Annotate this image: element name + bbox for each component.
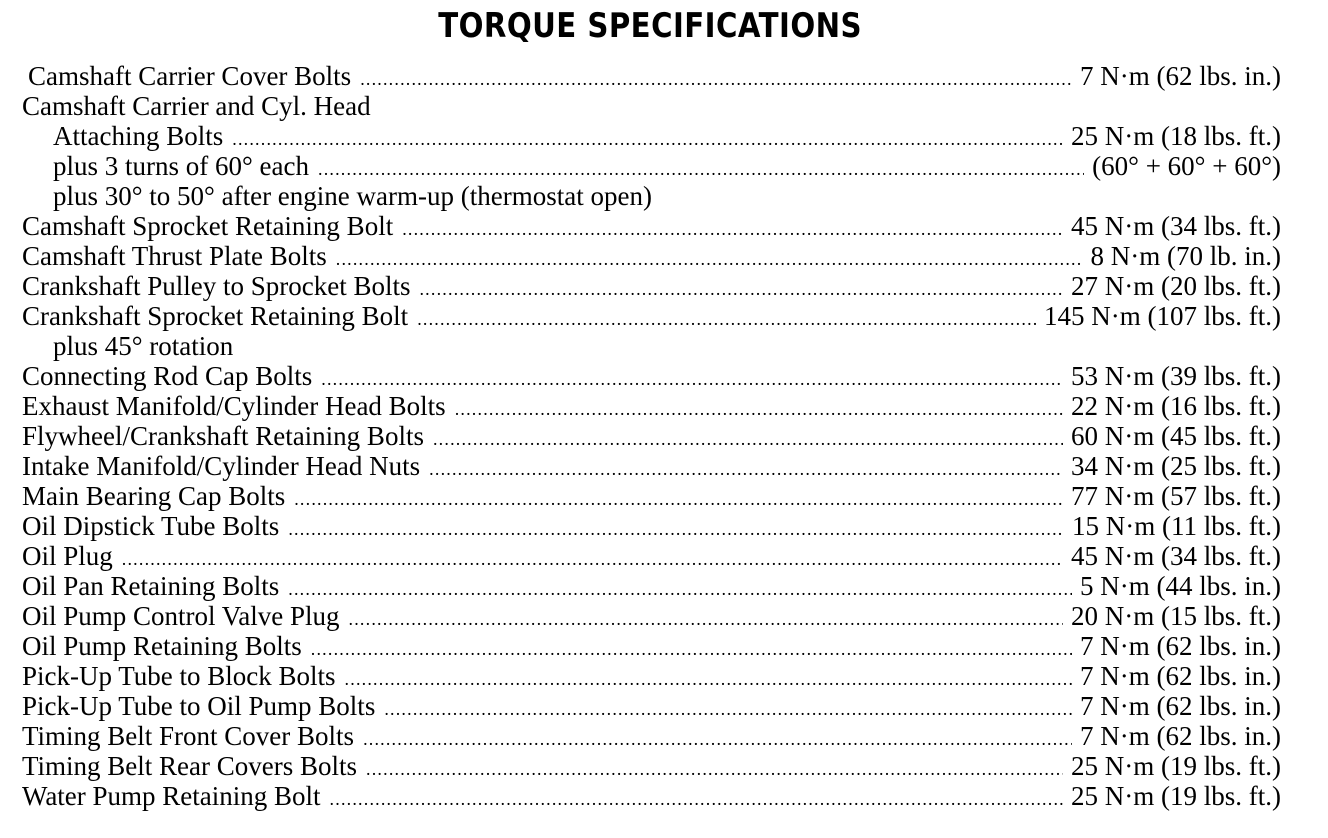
spec-label: Attaching Bolts <box>53 121 224 151</box>
dot-leader <box>288 514 1064 544</box>
spec-value: 20 N·m (15 lbs. ft.) <box>1071 601 1281 631</box>
spec-row <box>22 391 1281 421</box>
spec-row <box>22 421 1281 451</box>
spec-row <box>22 121 1281 151</box>
spec-label: Oil Pump Control Valve Plug <box>22 601 340 631</box>
spec-row <box>22 301 1281 331</box>
spec-label: Pick-Up Tube to Oil Pump Bolts <box>22 691 376 721</box>
spec-row <box>22 511 1281 541</box>
spec-value: 15 N·m (11 lbs. ft.) <box>1072 511 1281 541</box>
spec-value: 53 N·m (39 lbs. ft.) <box>1071 361 1281 391</box>
spec-row <box>22 331 1281 361</box>
dot-leader <box>336 244 1083 274</box>
spec-value: 45 N·m (34 lbs. ft.) <box>1071 541 1281 571</box>
spec-value: 7 N·m (62 lbs. in.) <box>1080 631 1281 661</box>
dot-leader <box>349 604 1063 634</box>
spec-label: Pick-Up Tube to Block Bolts <box>22 661 336 691</box>
spec-label: Camshaft Sprocket Retaining Bolt <box>22 211 394 241</box>
spec-label: Intake Manifold/Cylinder Head Nuts <box>22 451 421 481</box>
spec-row <box>22 751 1281 781</box>
spec-value: 60 N·m (45 lbs. ft.) <box>1071 421 1281 451</box>
spec-row <box>22 211 1281 241</box>
spec-note: plus 30° to 50° after engine warm-up (thermostat open) <box>53 181 652 211</box>
spec-row <box>22 181 1281 211</box>
dot-leader <box>363 724 1072 754</box>
spec-value: 7 N·m (62 lbs. in.) <box>1080 661 1281 691</box>
dot-leader <box>429 454 1063 484</box>
spec-value: (60° + 60° + 60°) <box>1092 151 1281 181</box>
page-title: TORQUE SPECIFICATIONS <box>438 6 863 46</box>
spec-row <box>22 541 1281 571</box>
spec-value: 7 N·m (62 lbs. in.) <box>1080 61 1281 91</box>
spec-value: 25 N·m (19 lbs. ft.) <box>1071 751 1281 781</box>
spec-table <box>22 61 1281 811</box>
spec-label: Crankshaft Sprocket Retaining Bolt <box>22 301 409 331</box>
spec-label: Camshaft Carrier and Cyl. Head <box>22 91 371 121</box>
dot-leader <box>311 634 1072 664</box>
spec-label: Flywheel/Crankshaft Retaining Bolts <box>22 421 424 451</box>
dot-leader <box>288 574 1072 604</box>
spec-label: Exhaust Manifold/Cylinder Head Bolts <box>22 391 446 421</box>
dot-leader <box>330 784 1063 814</box>
spec-row <box>22 721 1281 751</box>
dot-leader <box>318 154 1084 184</box>
dot-leader <box>345 664 1072 694</box>
spec-value: 25 N·m (18 lbs. ft.) <box>1071 121 1281 151</box>
spec-row <box>22 451 1281 481</box>
spec-label: Camshaft Thrust Plate Bolts <box>22 241 327 271</box>
spec-label: Oil Pump Retaining Bolts <box>22 631 302 661</box>
spec-label: Connecting Rod Cap Bolts <box>22 361 313 391</box>
dot-leader <box>321 364 1063 394</box>
spec-row <box>22 631 1281 661</box>
spec-label: Crankshaft Pulley to Sprocket Bolts <box>22 271 411 301</box>
spec-value: 34 N·m (25 lbs. ft.) <box>1071 451 1281 481</box>
spec-label: Oil Plug <box>22 541 113 571</box>
spec-value: 8 N·m (70 lb. in.) <box>1090 241 1281 271</box>
spec-row <box>22 481 1281 511</box>
spec-value: 5 N·m (44 lbs. in.) <box>1080 571 1281 601</box>
spec-row <box>22 361 1281 391</box>
spec-label: Timing Belt Rear Covers Bolts <box>22 751 358 781</box>
spec-row <box>22 91 1281 121</box>
spec-label: plus 3 turns of 60° each <box>53 151 309 181</box>
dot-leader <box>419 274 1063 304</box>
spec-row <box>22 151 1281 181</box>
spec-label: Water Pump Retaining Bolt <box>22 781 321 811</box>
spec-label: Timing Belt Front Cover Bolts <box>22 721 355 751</box>
spec-label: Camshaft Carrier Cover Bolts <box>28 61 352 91</box>
spec-note: plus 45° rotation <box>53 331 234 361</box>
spec-row <box>22 601 1281 631</box>
spec-value: 145 N·m (107 lbs. ft.) <box>1044 301 1281 331</box>
dot-leader <box>366 754 1063 784</box>
dot-leader <box>384 694 1072 724</box>
spec-value: 45 N·m (34 lbs. ft.) <box>1071 211 1281 241</box>
dot-leader <box>360 64 1072 94</box>
spec-row <box>22 691 1281 721</box>
spec-label: Main Bearing Cap Bolts <box>22 481 286 511</box>
dot-leader <box>417 304 1036 334</box>
spec-value: 7 N·m (62 lbs. in.) <box>1080 721 1281 751</box>
spec-value: 27 N·m (20 lbs. ft.) <box>1071 271 1281 301</box>
spec-value: 77 N·m (57 lbs. ft.) <box>1071 481 1281 511</box>
dot-leader <box>294 484 1063 514</box>
dot-leader <box>455 394 1063 424</box>
spec-value: 22 N·m (16 lbs. ft.) <box>1071 391 1281 421</box>
spec-value: 25 N·m (19 lbs. ft.) <box>1071 781 1281 811</box>
dot-leader <box>122 544 1063 574</box>
dot-leader <box>433 424 1063 454</box>
spec-label: Oil Dipstick Tube Bolts <box>22 511 280 541</box>
spec-row <box>22 661 1281 691</box>
spec-row <box>22 781 1281 811</box>
dot-leader <box>232 124 1063 154</box>
spec-row <box>22 241 1281 271</box>
spec-row <box>22 571 1281 601</box>
spec-value: 7 N·m (62 lbs. in.) <box>1080 691 1281 721</box>
dot-leader <box>402 214 1063 244</box>
spec-row <box>22 61 1281 91</box>
spec-label: Oil Pan Retaining Bolts <box>22 571 280 601</box>
spec-row <box>22 271 1281 301</box>
